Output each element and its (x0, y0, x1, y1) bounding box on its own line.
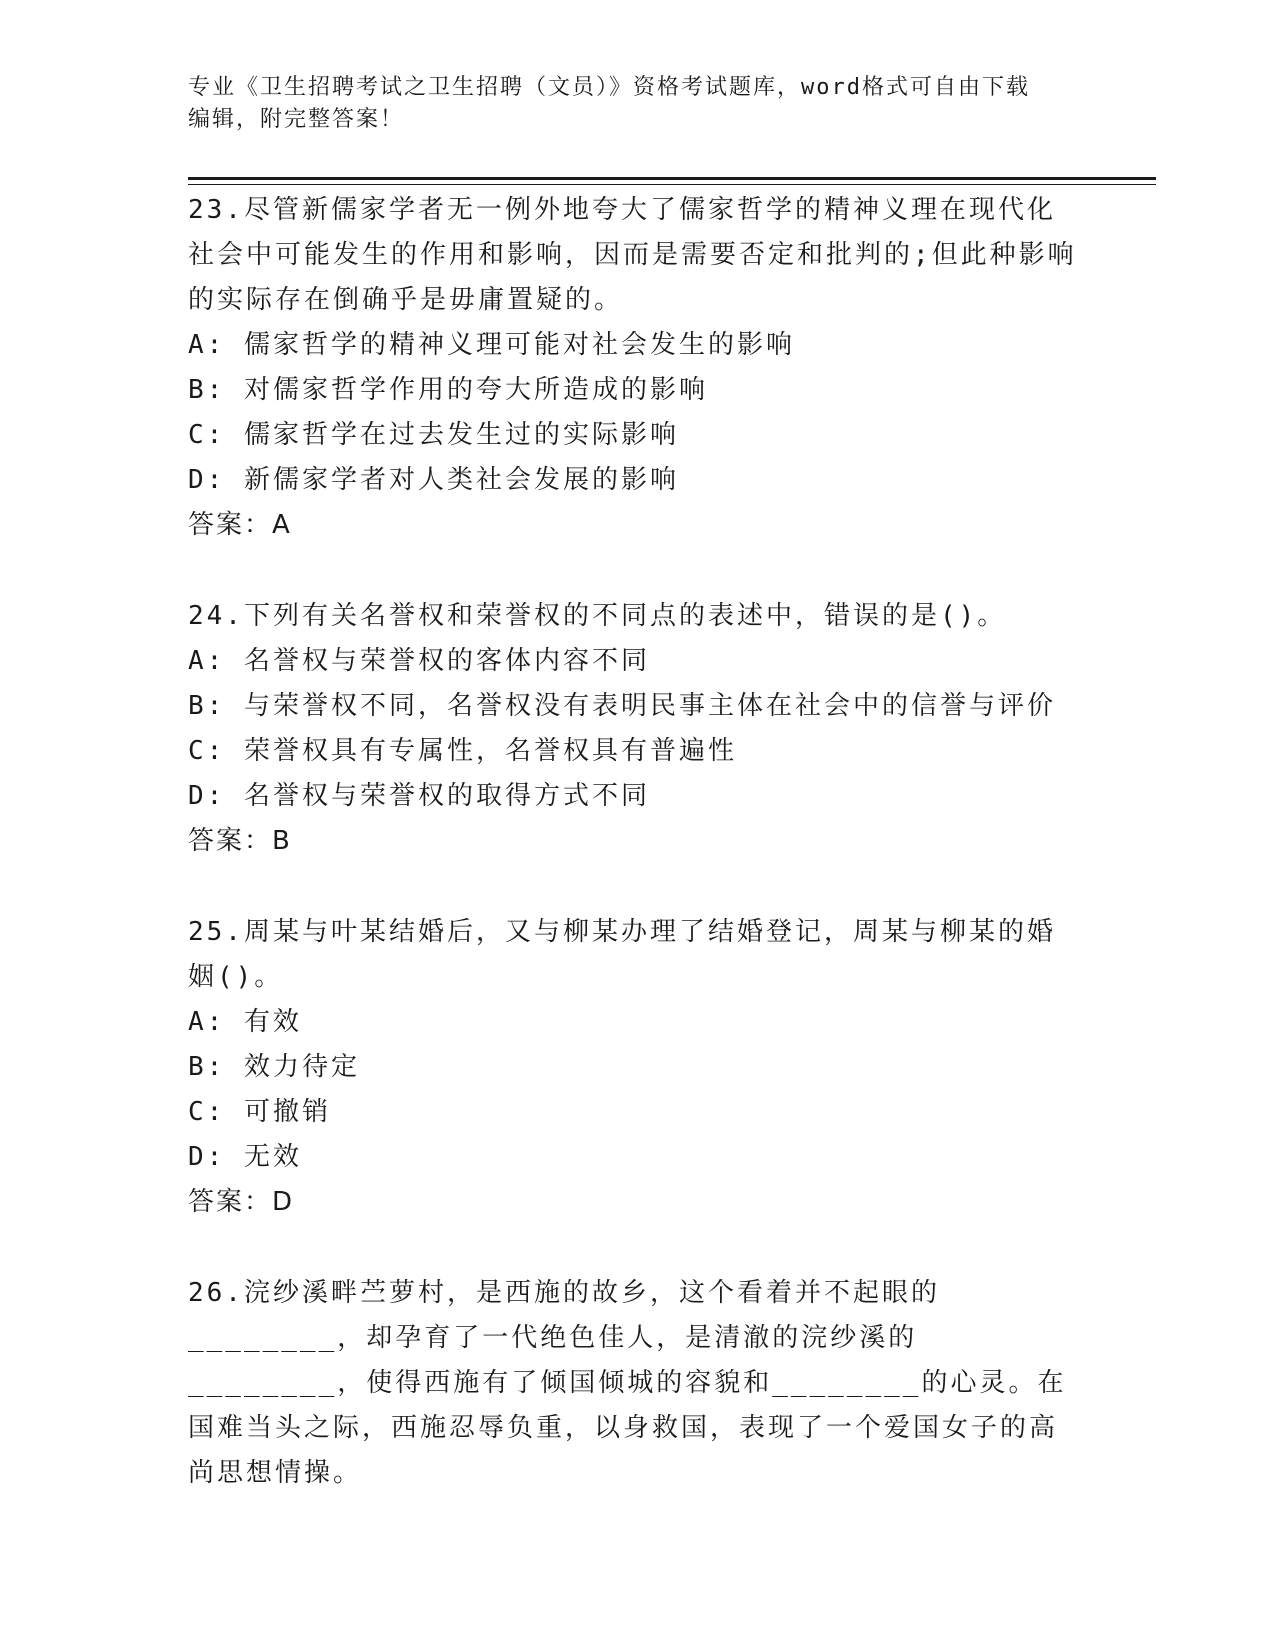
answer-label: 答案：A (188, 510, 292, 540)
question-spacer (188, 1225, 1088, 1271)
question-24 (188, 594, 1088, 864)
question-text: 26.浣纱溪畔苎萝村，是西施的故乡，这个看着并不起眼的________，却孕育了一代绝色佳人，是清澈的浣纱溪的________，使得西施有了倾国倾城的容貌和________的心灵。在国难当头之际，西施忍辱负重，以身救国，表现了一个爱国女子的高尚思想情操。 (188, 1278, 1067, 1488)
answer-label: 答案：D (188, 1187, 295, 1217)
header-rule-thick (188, 177, 1156, 180)
option-b: B: 对儒家哲学作用的夸大所造成的影响 (188, 375, 708, 405)
option-c: C: 儒家哲学在过去发生过的实际影响 (188, 420, 679, 450)
header-rule-thin (188, 184, 1156, 185)
question-list (188, 188, 1088, 1496)
option-b: B: 效力待定 (188, 1052, 360, 1082)
header-line-1: 专业《卫生招聘考试之卫生招聘（文员）》资格考试题库，word格式可自由下载 (188, 75, 1030, 100)
question-spacer (188, 864, 1088, 910)
question-text: 23.尽管新儒家学者无一例外地夸大了儒家哲学的精神义理在现代化社会中可能发生的作用和影响，因而是需要否定和批判的;但此种影响的实际存在倒确乎是毋庸置疑的。 (188, 195, 1077, 315)
question-text: 24.下列有关名誉权和荣誉权的不同点的表述中，错误的是()。 (188, 601, 1007, 631)
option-a: A: 儒家哲学的精神义理可能对社会发生的影响 (188, 330, 795, 360)
option-a: A: 名誉权与荣誉权的客体内容不同 (188, 646, 650, 676)
option-d: D: 无效 (188, 1142, 302, 1172)
document-header (188, 72, 1088, 136)
question-25 (188, 910, 1088, 1225)
option-d: D: 新儒家学者对人类社会发展的影响 (188, 465, 679, 495)
question-23 (188, 188, 1088, 548)
question-spacer (188, 548, 1088, 594)
header-line-2: 编辑，附完整答案！ (188, 107, 405, 132)
option-c: C: 荣誉权具有专属性，名誉权具有普遍性 (188, 736, 737, 766)
answer-label: 答案：B (188, 826, 292, 856)
option-a: A: 有效 (188, 1007, 302, 1037)
option-c: C: 可撤销 (188, 1097, 331, 1127)
question-26 (188, 1271, 1088, 1496)
option-d: D: 名誉权与荣誉权的取得方式不同 (188, 781, 650, 811)
question-text: 25.周某与叶某结婚后，又与柳某办理了结婚登记，周某与柳某的婚姻()。 (188, 917, 1056, 992)
option-b: B: 与荣誉权不同，名誉权没有表明民事主体在社会中的信誉与评价 (188, 691, 1056, 721)
